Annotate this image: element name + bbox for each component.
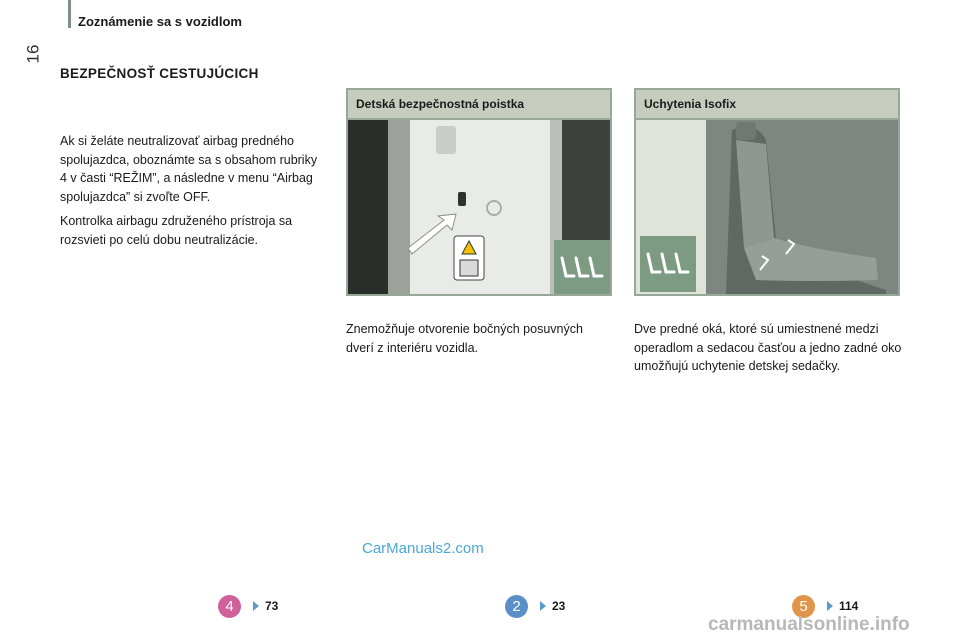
page-number: 16 <box>23 44 43 64</box>
paragraph-airbag: Ak si želáte neutralizovať airbag predného spolujazdca, oboznámte sa s obsahom rubriky 4 v časti “REŽIM”, a následne v menu “Airbag spolujazdca” si zvoľte OFF. <box>60 134 318 204</box>
reference-page: 73 <box>265 599 279 613</box>
chapter-badge: 5 <box>792 595 815 618</box>
intro-text <box>60 132 322 255</box>
isofix-caption: Dve predné oká, ktoré sú umiestnené medzi operadlom a sedacou časťou a jedno zadné oko umožňujú uchytenie detskej sedačky. <box>634 322 902 373</box>
chapter-badge: 4 <box>218 595 241 618</box>
reference-page: 23 <box>552 599 566 613</box>
isofix-panel <box>634 88 900 296</box>
chapter-reference[interactable] <box>505 594 565 618</box>
reference-page: 114 <box>839 599 859 613</box>
arrow-right-icon <box>540 601 546 611</box>
paragraph-warning-lamp: Kontrolka airbagu združeného prístroja sa rozsvieti po celú dobu neutralizácie. <box>60 214 293 247</box>
sidebar-divider <box>68 0 71 28</box>
isofix-symbol-icon <box>554 240 610 296</box>
section-title: Zoznámenie sa s vozidlom <box>78 14 242 29</box>
arrow-right-icon <box>827 601 833 611</box>
panel-title: Detská bezpečnostná poistka <box>348 90 610 120</box>
arrow-right-icon <box>253 601 259 611</box>
chapter-badge: 2 <box>505 595 528 618</box>
watermark-text[interactable]: CarManuals2.com <box>362 540 484 557</box>
child-lock-caption: Znemožňuje otvorenie bočných posuvných dverí z interiéru vozidla. <box>346 322 583 355</box>
page-heading: BEZPEČNOSŤ CESTUJÚCICH <box>60 66 259 81</box>
child-lock-panel <box>346 88 612 296</box>
panel-title: Uchytenia Isofix <box>636 90 898 120</box>
footer-logo-text[interactable]: carmanualsonline.info <box>708 614 910 635</box>
chapter-reference[interactable] <box>218 594 278 618</box>
isofix-symbol-icon <box>640 236 696 292</box>
